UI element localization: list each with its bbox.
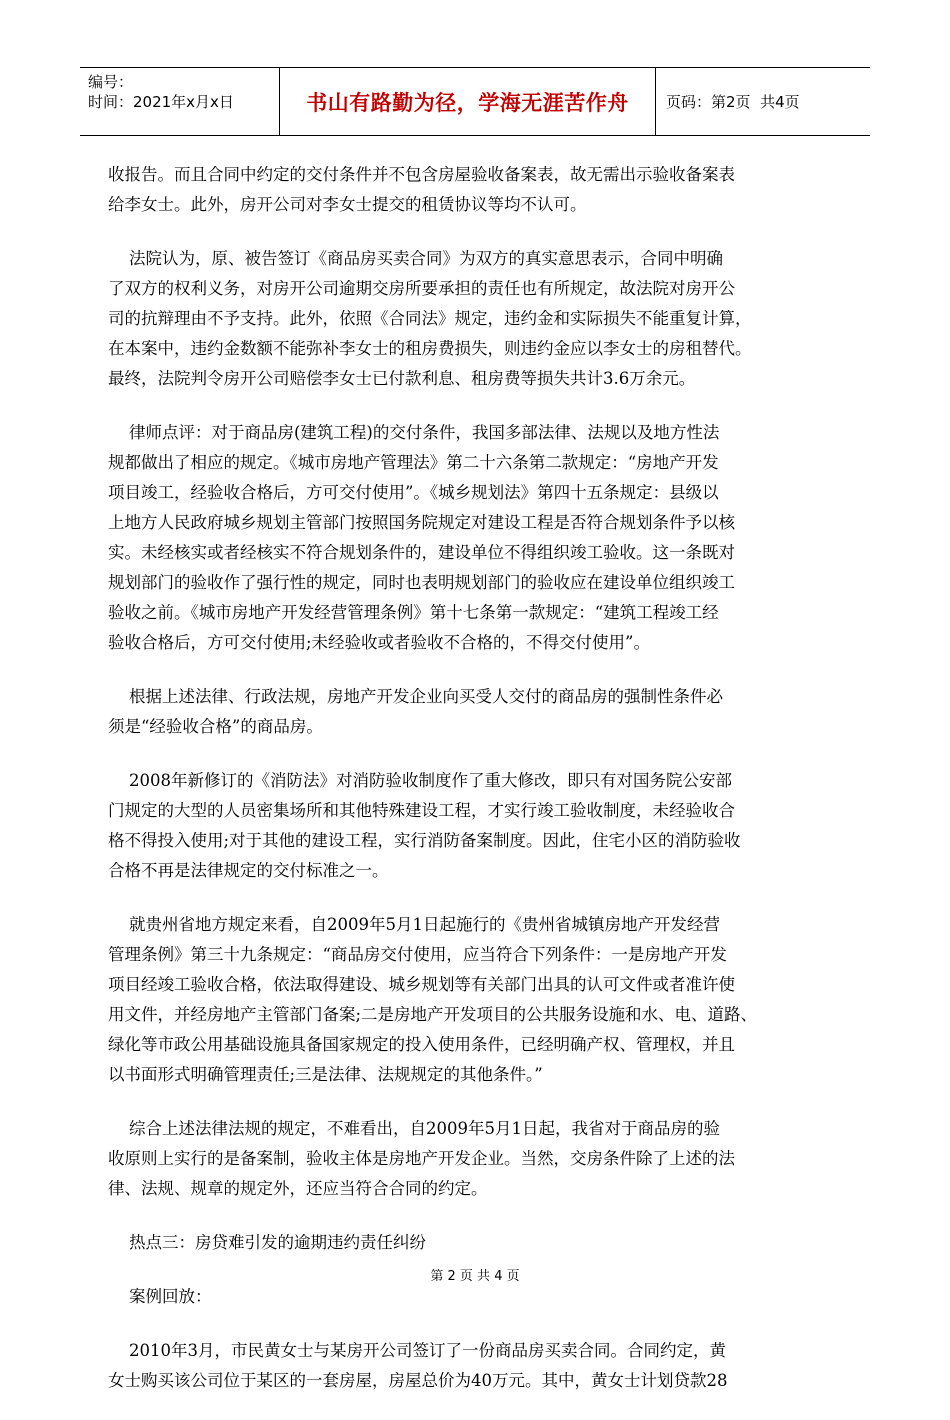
paragraph-line: 绿化等市政公用基础设施具备国家规定的投入使用条件，已经明确产权、管理权，并且: [108, 1035, 735, 1054]
paragraph-line: 给李女士。此外，房开公司对李女士提交的租赁协议等均不认可。: [108, 195, 587, 214]
paragraph-line: 司的抗辩理由不予支持。此外，依照《合同法》规定，违约金和实际损失不能重复计算，: [108, 309, 752, 328]
paragraph: [108, 910, 840, 1090]
paragraph-line: 律师点评：对于商品房(建筑工程)的交付条件，我国多部法律、法规以及地方性法: [108, 423, 720, 442]
paragraph: [108, 244, 840, 394]
paragraph-line: 验收合格后，方可交付使用;未经验收或者验收不合格的，不得交付使用”。: [108, 633, 650, 652]
paragraph-line: 根据上述法律、行政法规，房地产开发企业向买受人交付的商品房的强制性条件必: [108, 687, 723, 706]
paragraph-line: 项目经竣工验收合格，依法取得建设、城乡规划等有关部门出具的认可文件或者准许使: [108, 975, 735, 994]
document-date-label: 时间：2021年x月x日: [88, 93, 234, 111]
paragraph: [108, 1114, 840, 1204]
paragraph-line: 法院认为，原、被告签订《商品房买卖合同》为双方的真实意思表示，合同中明确: [108, 249, 723, 268]
paragraph-line: 热点三：房贷难引发的逾期违约责任纠纷: [108, 1233, 426, 1252]
paragraph-line: 2008年新修订的《消防法》对消防验收制度作了重大修改，即只有对国务院公安部: [108, 771, 732, 790]
paragraph-line: 收报告。而且合同中约定的交付条件并不包含房屋验收备案表，故无需出示验收备案表: [108, 165, 735, 184]
paragraph-line: 案例回放：: [108, 1287, 212, 1306]
paragraph-line: 就贵州省地方规定来看，自2009年5月1日起施行的《贵州省城镇房地产开发经营: [108, 915, 720, 934]
paragraph-line: 最终，法院判令房开公司赔偿李女士已付款利息、租房费等损失共计3.6万余元。: [108, 369, 696, 388]
paragraph-line: 管理条例》第三十九条规定：“商品房交付使用，应当符合下列条件：一是房地产开发: [108, 945, 727, 964]
paragraph-line: 验收之前。《城市房地产开发经营管理条例》第十七条第一款规定：“建筑工程竣工经: [108, 603, 719, 622]
paragraph: [108, 1282, 840, 1312]
header-page-info: [656, 68, 870, 135]
paragraph-line: 格不得投入使用;对于其他的建设工程，实行消防备案制度。因此，住宅小区的消防验收: [108, 831, 741, 850]
header-table: [80, 67, 870, 136]
paragraph-line: 实。未经核实或者经核实不符合规划条件的，建设单位不得组织竣工验收。这一条既对: [108, 543, 735, 562]
paragraph-line: 上地方人民政府城乡规划主管部门按照国务院规定对建设工程是否符合规划条件予以核: [108, 513, 735, 532]
paragraph-line: 以书面形式明确管理责任;三是法律、法规规定的其他条件。”: [108, 1065, 543, 1084]
paragraph-line: 项目竣工，经验收合格后，方可交付使用”。《城乡规划法》第四十五条规定：县级以: [108, 483, 719, 502]
header-meta: [80, 68, 280, 135]
paragraph-line: 门规定的大型的人员密集场所和其他特殊建设工程，才实行竣工验收制度，未经验收合: [108, 801, 735, 820]
paragraph-line: 规都做出了相应的规定。《城市房地产管理法》第二十六条第二款规定：“房地产开发: [108, 453, 719, 472]
page-number-label: 页码：第2页 共4页: [666, 93, 800, 111]
paragraph-line: 2010年3月，市民黄女士与某房开公司签订了一份商品房买卖合同。合同约定，黄: [108, 1341, 726, 1360]
paragraph: [108, 682, 840, 742]
paragraph-line: 律、法规、规章的规定外，还应当符合合同的约定。: [108, 1179, 488, 1198]
paragraph: [108, 1228, 840, 1258]
document-number-label: 编号：: [88, 73, 134, 91]
paragraph-line: 女士购买该公司位于某区的一套房屋，房屋总价为40万元。其中，黄女士计划贷款28: [108, 1371, 728, 1390]
paragraph-line: 须是“经验收合格”的商品房。: [108, 717, 323, 736]
footer-page-number: 第 2 页 共 4 页: [430, 1269, 520, 1284]
paragraph-line: 合格不再是法律规定的交付标准之一。: [108, 861, 389, 880]
paragraph: [108, 766, 840, 886]
paragraph-line: 了双方的权利义务，对房开公司逾期交房所要承担的责任也有所规定，故法院对房开公: [108, 279, 735, 298]
paragraph-line: 收原则上实行的是备案制，验收主体是房地产开发企业。当然，交房条件除了上述的法: [108, 1149, 735, 1168]
paragraph-line: 规划部门的验收作了强行性的规定，同时也表明规划部门的验收应在建设单位组织竣工: [108, 573, 735, 592]
document-body: [108, 160, 840, 1420]
header-motto: 书山有路勤为径，学海无涯苦作舟: [280, 68, 656, 135]
paragraph-line: 在本案中，违约金数额不能弥补李女士的租房费损失，则违约金应以李女士的房租替代。: [108, 339, 752, 358]
paragraph: [108, 418, 840, 658]
page-footer: [0, 1265, 950, 1284]
paragraph: [108, 1336, 840, 1396]
paragraph-line: 用文件，并经房地产主管部门备案;二是房地产开发项目的公共服务设施和水、电、道路、: [108, 1005, 758, 1024]
paragraph: [108, 160, 840, 220]
paragraph-line: 综合上述法律法规的规定，不难看出，自2009年5月1日起，我省对于商品房的验: [108, 1119, 720, 1138]
